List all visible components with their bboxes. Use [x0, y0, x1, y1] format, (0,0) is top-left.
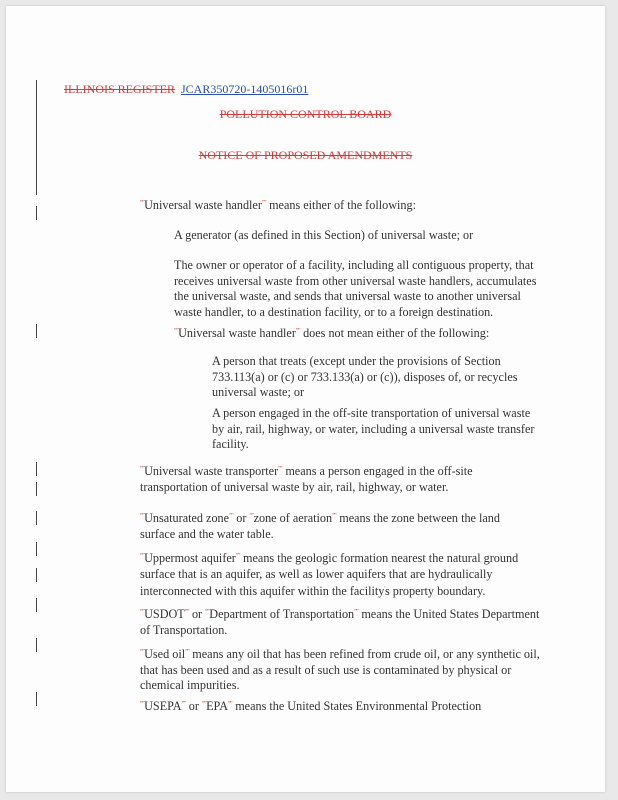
- change-bar: [36, 568, 37, 582]
- definition-universal-waste-handler: “"Universal waste handler”" means either of the following:: [140, 198, 416, 213]
- definition-universal-waste-transporter: “"Universal waste transporter”" means a person engaged in the off-site transportation of universal waste by air, rail, highway, or water.: [140, 464, 473, 494]
- board-name: POLLUTION CONTROL BOARD: [219, 107, 392, 121]
- change-bar: [36, 462, 37, 476]
- definition-item: A person engaged in the off-site transportation of universal waste by air, rail, highway, or water, including a universal waste transfer facility.: [212, 406, 535, 451]
- definition-usepa: “"USEPA”" or “"EPA”" means the United States Environmental Protection: [140, 699, 482, 714]
- definition-unsaturated-zone: “"Unsaturated zone”" or “"zone of aeration”" means the zone between the land surface and the water table.: [140, 511, 500, 541]
- change-bar: [36, 324, 37, 338]
- change-bar: [36, 206, 37, 220]
- header-line: [64, 82, 308, 98]
- change-bar: [36, 638, 37, 652]
- definition-used-oil: “"Used oil”" means any oil that has been refined from crude oil, or any synthetic oil, that has been used and as a result of such use is contaminated by physical or chemical impurities.: [140, 647, 540, 693]
- definition-exclusion: “"Universal waste handler”" does not mean either of the following:: [174, 326, 490, 341]
- definition-item: The owner or operator of a facility, including all contiguous property, that receives universal waste from other universal waste handlers, accumulates the universal waste, and sends that universal waste to another universal waste handler, to a destination facility, or to a foreign destination.: [174, 258, 537, 319]
- change-bar: [36, 598, 37, 612]
- change-bar: [36, 692, 37, 706]
- definition-item: A person that treats (except under the provisions of Section 733.113(a) or (c) or 733.133(a) or (c)), disposes of, or recycles universal waste; or: [212, 354, 518, 399]
- notice-title: NOTICE OF PROPOSED AMENDMENTS: [198, 148, 413, 162]
- definition-item: A generator (as defined in this Section) of universal waste; or: [174, 228, 474, 242]
- change-bar: [36, 482, 37, 496]
- definition-uppermost-aquifer: “"Uppermost aquifer”" means the geologic formation nearest the natural ground surface that is an aquifer, as well as lower aquifers that are hydraulically interconnected with this aquifer within the facility's property boundary.: [140, 551, 519, 599]
- jcar-code: JCAR350720-1405016r01: [181, 82, 309, 96]
- change-bar: [36, 80, 37, 195]
- change-bar: [36, 542, 37, 556]
- register-name: ILLINOIS REGISTER: [64, 82, 175, 96]
- definition-usdot: “"USDOT”" or “"Department of Transportation”" means the United States Department of Transportation.: [140, 607, 540, 637]
- document-page: [6, 6, 605, 792]
- change-bar: [36, 511, 37, 525]
